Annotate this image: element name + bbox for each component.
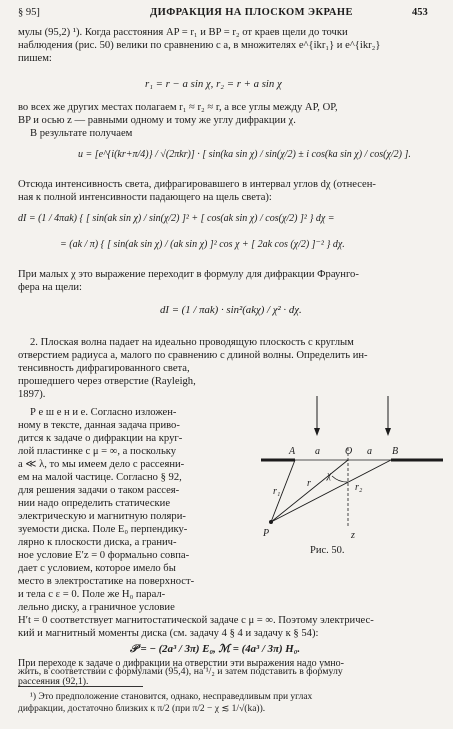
solution-line: дится к задаче о дифракции на круг- <box>18 433 183 444</box>
solution-line: лярно к плоскости диска, а гранич- <box>18 537 177 548</box>
solution-line: Р е ш е н и е. Согласно изложен- <box>30 407 177 418</box>
problem-line: 2. Плоская волна падает на идеально проводящую плоскость с круглым <box>30 337 354 348</box>
solution-line: ное условие E′z = 0 формально совпа- <box>18 550 190 561</box>
text-line: жить, в соответствии с формулами (95,4), на ¹/₂ и затем подставить в формулу <box>18 667 343 677</box>
label-a-left: a <box>315 446 320 457</box>
equation-intensity-1: dI = (1 / 4πak) { [ sin(ak sin χ) / sin(χ/2) ]² + [ cos(ak sin χ) / cos(χ/2) ]² } dχ = <box>18 213 335 224</box>
text-line: ная к полной интенсивности падающего на щель света): <box>18 192 272 203</box>
label-chi: χ <box>327 470 332 481</box>
label-z: z <box>351 530 355 541</box>
solution-line: ному в тексте, данная задача приво- <box>18 420 180 431</box>
solution-line: место в электростатике на поверхност- <box>18 576 195 587</box>
diffraction-figure <box>255 390 445 542</box>
label-a-right: a <box>367 446 372 457</box>
solution-line: и тела с ε = 0. Поле же H₀ парал- <box>18 589 166 600</box>
label-r1: r₁ <box>273 486 281 497</box>
problem-line: 1897). <box>18 389 46 400</box>
label-r2: r₂ <box>355 482 363 493</box>
problem-line: прошедшего через отверстие (Rayleigh, <box>18 376 196 387</box>
text-line: пишем: <box>18 53 52 64</box>
label-O: O <box>345 446 353 457</box>
solution-line: лельно диску, а граничное условие <box>18 602 175 613</box>
equation-intensity-2: = (ak / π) { [ sin(ak sin χ) / (ak sin χ) ]² cos χ + [ 2ak cos (χ/2) ]⁻² } dχ. <box>60 239 345 250</box>
equation-amplitude: u = [e^{i(kr+π/4)} / √(2πkr)] · [ sin(ka sin χ) / sin(χ/2) ± i cos(ka sin χ) / cos(χ/2) ]. <box>78 149 411 160</box>
solution-line: a ≪ λ, то мы имеем дело с рассеяни- <box>18 459 185 470</box>
solution-full-line: кий и магнитный моменты диска (см. задачу 4 § 4 и задачу к § 54): <box>18 628 319 639</box>
incident-arrowhead-left <box>314 428 320 436</box>
text-line: наблюдения (рис. 50) велики по сравнению с a, в множителях e^{ikr₁} и e^{ikr₂} <box>18 40 381 51</box>
text-line: фера на щели: <box>18 282 82 293</box>
text-line: При переходе к задаче о дифракции на отверстии эти выражения надо умно- <box>18 658 344 669</box>
problem-line: отверстием радиуса a, малого по сравнению с длиной волны. Определить ин- <box>18 350 368 361</box>
problem-line: тенсивность дифрагированного света, <box>18 363 190 374</box>
equation-fraunhofer: dI = (1 / πak) · sin²(akχ) / χ² · dχ. <box>160 304 302 316</box>
text-line: рассеяния (92,1). <box>18 677 89 687</box>
text-line: В результате получаем <box>30 128 133 139</box>
equation-path-difference: r₁ = r − a sin χ, r₂ = r + a sin χ <box>145 78 282 90</box>
angle-arc <box>332 476 348 482</box>
label-B: B <box>392 446 399 457</box>
section-marker: § 95] <box>18 7 40 18</box>
solution-line: для решения задачи о таком рассея- <box>18 485 180 496</box>
footnote-line: ¹) Это предположение становится, однако, несправедливым при углах <box>30 692 313 702</box>
solution-line: нии надо определить статические <box>18 498 171 509</box>
text-line: При малых χ это выражение переходит в формулу для дифракции Фраунго- <box>18 269 359 280</box>
label-P: P <box>263 528 270 539</box>
solution-line: дает с условием, которое имело бы <box>18 563 176 574</box>
page-header-title: ДИФРАКЦИЯ НА ПЛОСКОМ ЭКРАНЕ <box>150 7 353 18</box>
page-number: 453 <box>412 7 428 18</box>
label-A: A <box>289 446 296 457</box>
text-line: во всех же других местах полагаем r₁ ≈ r₂ ≈ r, а все углы между AP, OP, <box>18 102 338 113</box>
label-r: r <box>307 478 311 489</box>
solution-full-line: H′t = 0 соответствует магнитостатической задаче с μ = ∞. Поэтому электричес- <box>18 615 374 626</box>
solution-line: ем на малой частице. Согласно § 92, <box>18 472 182 483</box>
figure-caption: Рис. 50. <box>310 545 345 556</box>
text-line: Отсюда интенсивность света, дифрагировавшего в интервал углов dχ (отнесен- <box>18 179 376 190</box>
incident-arrowhead-right <box>385 428 391 436</box>
solution-line: лой пластинке с μ = ∞, а поскольку <box>18 446 177 457</box>
equation-moments: 𝒫 = − (2a³ / 3π) E₀, ℳ = (4a³ / 3π) H₀. <box>130 643 301 655</box>
footnote-line: дифракции, достаточно близких к π/2 (при π/2 − χ ≲ 1/√(ka)). <box>18 704 266 714</box>
solution-line: зуемости диска. Поле E₀ перпендику- <box>18 524 188 535</box>
point-p <box>269 520 273 524</box>
text-line: BP и осью z — равными одному и тому же углу дифракции χ. <box>18 115 296 126</box>
text-line: мулы (95,2) ¹). Когда расстояния AP = r₁ и BP = r₂ от краев щели до точки <box>18 27 348 38</box>
solution-line: электрическую и магнитную поляри- <box>18 511 186 522</box>
